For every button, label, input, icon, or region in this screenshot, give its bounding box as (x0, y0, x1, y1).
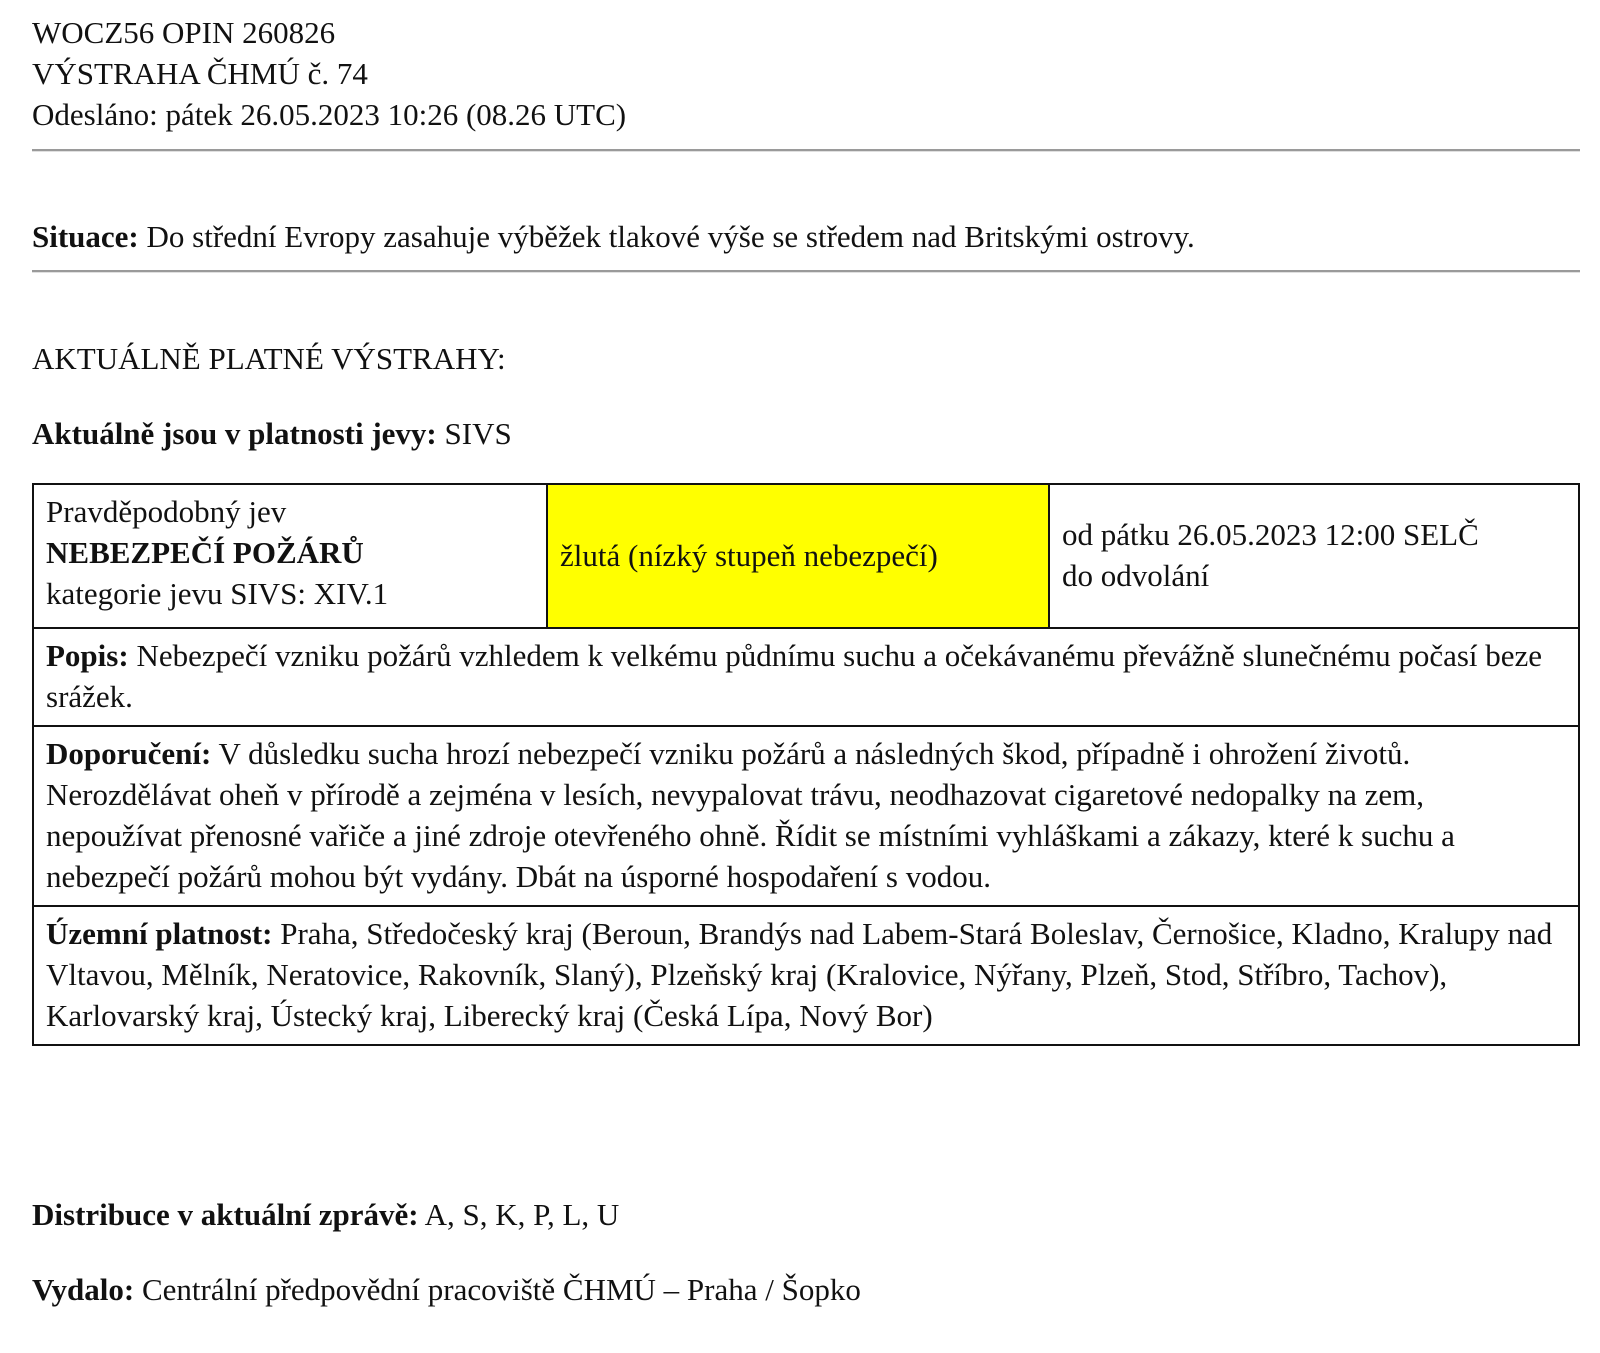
issued-by-value: Centrální předpovědní pracoviště ČHMÚ – Praha / Šopko (134, 1272, 861, 1307)
territory-cell (33, 906, 1579, 1045)
divider (32, 149, 1580, 152)
phenomenon-prefix: Pravděpodobný jev (46, 494, 287, 529)
valid-from: od pátku 26.05.2023 12:00 SELČ (1062, 517, 1479, 552)
active-warnings-heading: AKTUÁLNĚ PLATNÉ VÝSTRAHY: (32, 341, 506, 376)
warning-level-cell (547, 484, 1049, 628)
validity-cell (1049, 484, 1579, 628)
header-code: WOCZ56 OPIN 260826 (32, 15, 336, 50)
situation-text: Do střední Evropy zasahuje výběžek tlakové výše se středem nad Britskými ostrovy. (138, 219, 1195, 254)
recommendation-text: V důsledku sucha hrozí nebezpečí vzniku požárů a následných škod, případně i ohrožení životů. Nerozdělávat oheň v přírodě a zejména v lesích, nevypalovat trávu, neodhazovat cigaretové nedopalky na zem, nepoužívat přenosné vařiče a jiné zdroje otevřeného ohně. Řídit se místními vyhláškami a zákazy, které k suchu a nebezpečí požárů mohou být vydány. Dbát na úsporné hospodaření s vodou. (46, 736, 1455, 894)
territory-text: Praha, Středočeský kraj (Beroun, Brandýs nad Labem-Stará Boleslav, Černošice, Kladno, Kralupy nad Vltavou, Mělník, Neratovice, Rakovník, Slaný), Plzeňský kraj (Kralovice, Nýřany, Plzeň, Stod, Stříbro, Tachov), Karlovarský kraj, Ústecký kraj, Liberecký kraj (Česká Lípa, Nový Bor) (46, 916, 1553, 1033)
distribution-label: Distribuce v aktuální zprávě: (32, 1197, 419, 1232)
warning-document (32, 12, 1580, 1307)
active-phenomena (32, 415, 512, 453)
recommendation-row (33, 726, 1579, 906)
phenomenon-name: NEBEZPEČÍ POŽÁRŮ (46, 535, 364, 570)
divider (32, 270, 1580, 273)
header-sent-time: Odesláno: pátek 26.05.2023 10:26 (08.26 UTC) (32, 97, 627, 132)
distribution-value: A, S, K, P, L, U (418, 1197, 620, 1232)
warning-summary-row (33, 484, 1579, 628)
description-label: Popis: (46, 638, 129, 673)
territory-row (33, 906, 1579, 1045)
document-header (32, 12, 1580, 135)
description-cell (33, 628, 1579, 726)
recommendation-label: Doporučení: (46, 736, 212, 771)
description-row (33, 628, 1579, 726)
distribution-line (32, 1196, 619, 1234)
phenomenon-cell (33, 484, 547, 628)
territory-label: Územní platnost: (46, 916, 273, 951)
warning-table (32, 483, 1580, 1046)
phenomenon-category: kategorie jevu SIVS: XIV.1 (46, 576, 389, 611)
situation-label: Situace: (32, 219, 139, 254)
header-title: VÝSTRAHA ČHMÚ č. 74 (32, 56, 368, 91)
issued-by-line (32, 1271, 861, 1309)
warning-level: žlutá (nízký stupeň nebezpečí) (560, 537, 938, 573)
recommendation-cell (33, 726, 1579, 906)
description-text: Nebezpečí vzniku požárů vzhledem k velkému půdnímu suchu a očekávanému převážně slunečnému počasí beze srážek. (46, 638, 1543, 714)
issued-by-label: Vydalo: (32, 1272, 135, 1307)
valid-to: do odvolání (1062, 558, 1210, 593)
active-phenomena-value: SIVS (436, 416, 512, 451)
active-phenomena-label: Aktuálně jsou v platnosti jevy: (32, 416, 437, 451)
situation-paragraph (32, 218, 1195, 256)
